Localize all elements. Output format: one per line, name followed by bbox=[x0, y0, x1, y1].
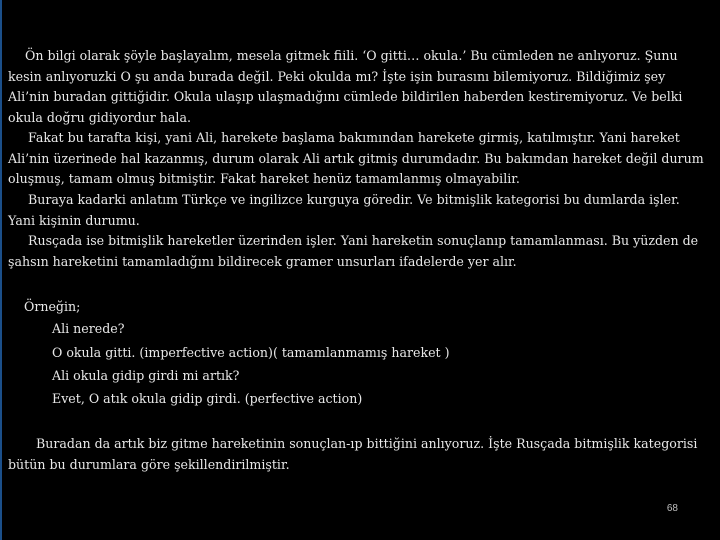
example-heading: Örneğin; bbox=[24, 299, 81, 314]
text-line: Ali’nin üzerinede hal kazanmış, durum olarak Ali artık gitmiş durumdadır. Bu bakımdan hareket değil durum bbox=[8, 150, 704, 166]
text-line: Fakat bu tarafta kişi, yani Ali, harekete başlama bakımından harekete girmiş, katılmıştır. Yani hareket bbox=[28, 130, 680, 145]
text-line: Buraya kadarki anlatım Türkçe ve ingilizce kurguya göredir. Ve bitmişlik kategorisi bu dumlarda işler. bbox=[28, 192, 680, 207]
example-line: Ali nerede? bbox=[52, 321, 125, 336]
example-line: Ali okula gidip girdi mi artık? bbox=[52, 368, 240, 383]
example-line: Evet, O atık okula gidip girdi. (perfective action) bbox=[52, 391, 363, 406]
text-line: Buradan da artık biz gitme hareketinin sonuçlan-ıp bittiğini anlıyoruz. İşte Rusçada bitmişlik kategorisi bbox=[36, 436, 698, 451]
text-line: bütün bu durumlara göre şekillendirilmiştir. bbox=[8, 456, 290, 472]
text-line: Yani kişinin durumu. bbox=[8, 212, 140, 228]
paragraph-russian bbox=[8, 231, 716, 272]
text-line: Rusçada ise bitmişlik hareketler üzerinden işler. Yani hareketin sonuçlanıp tamamlanması. Bu yüzden de bbox=[28, 233, 699, 248]
text-line: Ön bilgi olarak şöyle başlayalım, mesela gitmek fiili. ‘O gitti… okula.’ Bu cümleden ne anlıyoruz. Şunu bbox=[25, 48, 678, 63]
paragraph-explanation bbox=[8, 128, 716, 190]
paragraph-conclusion bbox=[8, 434, 716, 475]
text-line: oluşmuş, tamam olmuş bitmiştir. Fakat hareket henüz tamamlanmış olmayabilir. bbox=[8, 171, 520, 187]
text-line: Ali’nin buradan gittiğidir. Okula ulaşıp ulaşmadığını cümlede bildirilen haberden kestiremiyoruz. Ve belki bbox=[8, 89, 683, 105]
text-line: kesin anlıyoruzki O şu anda burada değil. Peki okulda mı? İşte işin burasını bilemiyoruz. Bildiğimiz şey bbox=[8, 68, 666, 84]
example-line: O okula gitti. (imperfective action)( tamamlanmamış hareket ) bbox=[52, 345, 450, 360]
page-number: 68 bbox=[666, 503, 678, 515]
text-line: okula doğru gidiyordur hala. bbox=[8, 109, 191, 125]
paragraph-intro bbox=[8, 46, 716, 128]
text-line: şahsın hareketini tamamladığını bildirecek gramer unsurları ifadelerde yer alır. bbox=[8, 253, 517, 269]
paragraph-turkish-english bbox=[8, 190, 716, 231]
